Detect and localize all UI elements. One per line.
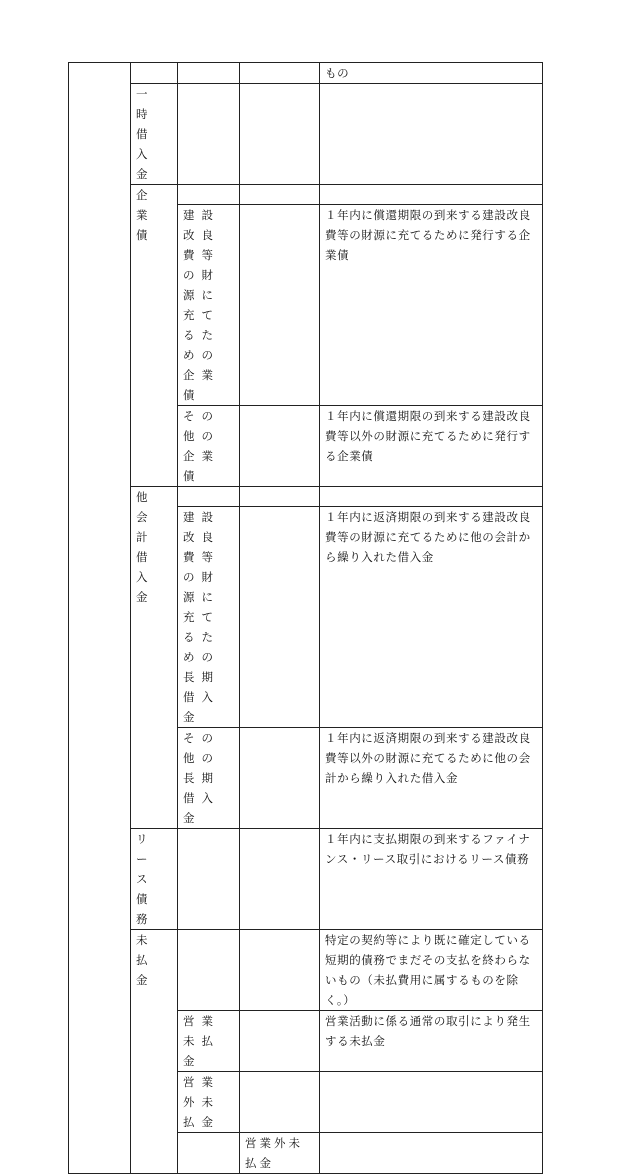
description-cell <box>320 1072 543 1133</box>
detail-account-cell <box>240 930 320 1011</box>
subaccount-cell <box>178 829 240 930</box>
table-row <box>69 185 543 205</box>
description-cell: １年内に支払期限の到来するファイナンス・リース取引におけるリース債務 <box>320 829 543 930</box>
detail-account-cell <box>240 63 320 84</box>
account-name-cell: 一時借入金 <box>131 84 178 185</box>
description-cell <box>320 1133 543 1174</box>
subaccount-cell: その他の長期借入金 <box>178 728 240 829</box>
description-cell: １年内に償還期限の到来する建設改良費等以外の財源に充てるために発行する企業債 <box>320 406 543 487</box>
account-table <box>68 62 543 1174</box>
detail-account-cell <box>240 185 320 205</box>
description-cell: もの <box>320 63 543 84</box>
detail-account-cell <box>240 728 320 829</box>
subaccount-cell: 建設改良費等の財源に充てるための長期借入金 <box>178 507 240 728</box>
description-cell: １年内に返済期限の到来する建設改良費等以外の財源に充てるために他の会計から繰り入れた借入金 <box>320 728 543 829</box>
table-row <box>69 63 543 84</box>
subaccount-cell: 建設改良費等の財源に充てるための企業債 <box>178 205 240 406</box>
subaccount-cell: 営業外未払金 <box>178 1072 240 1133</box>
table-row <box>69 829 543 930</box>
description-cell: １年内に償還期限の到来する建設改良費等の財源に充てるために発行する企業債 <box>320 205 543 406</box>
detail-account-cell <box>240 406 320 487</box>
subaccount-cell <box>178 487 240 507</box>
detail-account-cell <box>240 205 320 406</box>
subaccount-cell <box>178 185 240 205</box>
subaccount-cell: 営業未払金 <box>178 1011 240 1072</box>
detail-account-cell <box>240 1011 320 1072</box>
description-cell: 営業活動に係る通常の取引により発生する未払金 <box>320 1011 543 1072</box>
subaccount-cell <box>178 63 240 84</box>
detail-account-cell <box>240 84 320 185</box>
description-cell: １年内に返済期限の到来する建設改良費等の財源に充てるために他の会計から繰り入れた借入金 <box>320 507 543 728</box>
account-name-cell <box>131 63 178 84</box>
description-cell <box>320 84 543 185</box>
table-row <box>69 930 543 1011</box>
account-name-cell: リース債務 <box>131 829 178 930</box>
subaccount-cell <box>178 1133 240 1174</box>
account-name-cell: 企業債 <box>131 185 178 487</box>
detail-account-cell <box>240 487 320 507</box>
table-row <box>69 487 543 507</box>
subaccount-cell <box>178 930 240 1011</box>
description-cell <box>320 185 543 205</box>
table-row <box>69 84 543 185</box>
account-name-cell: 未払金 <box>131 930 178 1174</box>
account-category-cell <box>69 63 131 1174</box>
subaccount-cell: その他の企業債 <box>178 406 240 487</box>
description-cell <box>320 487 543 507</box>
detail-account-cell <box>240 829 320 930</box>
detail-account-cell: 営業外未払金 <box>240 1133 320 1174</box>
description-cell: 特定の契約等により既に確定している短期的債務でまだその支払を終わらないもの（未払費用に属するものを除く。） <box>320 930 543 1011</box>
detail-account-cell <box>240 1072 320 1133</box>
subaccount-cell <box>178 84 240 185</box>
detail-account-cell <box>240 507 320 728</box>
account-name-cell: 他会計借入金 <box>131 487 178 829</box>
